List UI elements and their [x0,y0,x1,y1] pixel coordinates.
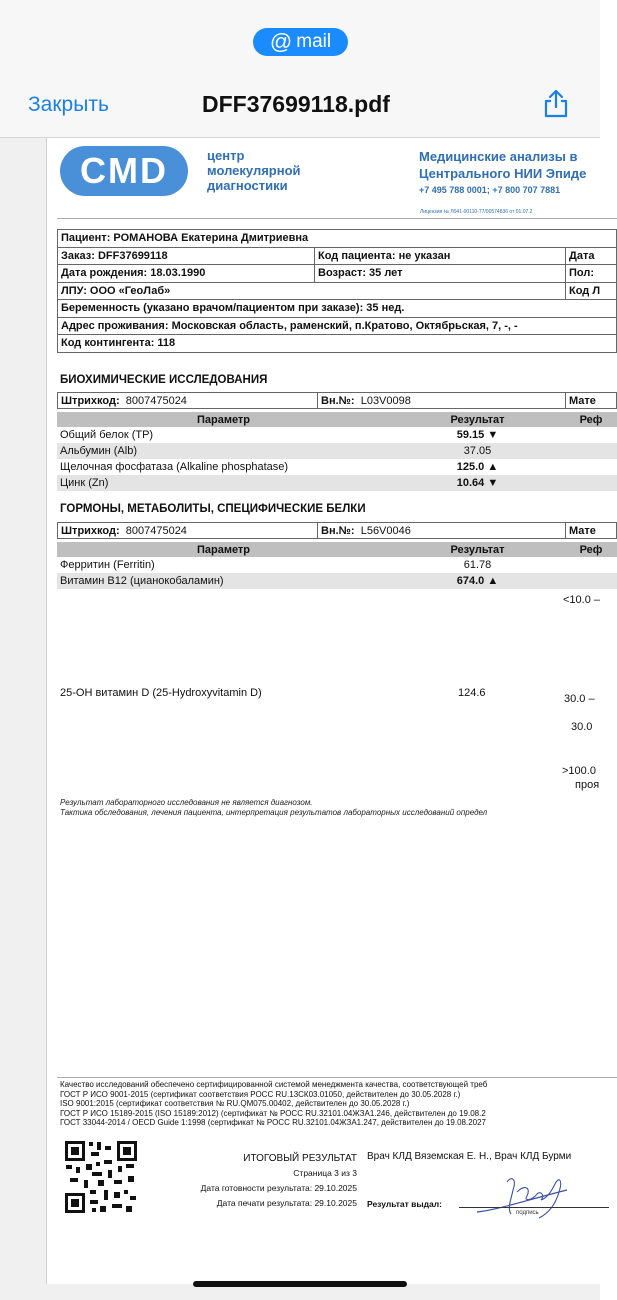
lpu: ЛПУ: ООО «ГеоЛаб» [58,282,566,300]
patient-info-table [57,229,617,353]
order-number: Заказ: DFF37699118 [58,247,315,265]
certificate-line: ГОСТ Р ИСО 9001-2015 (сертификат соответствия РОСС RU.13СК03.01050, действителен до 30.05.2028 г.) [60,1089,461,1099]
ref-range-text: 30.0 [571,721,593,733]
certificate-line: ISO 9001:2015 (сертификат соответствия № RU.QM075.00402, действителен до 30.05.2028 г.) [60,1099,410,1108]
hormones-barcode-row [57,522,617,539]
sex-label: Пол: [566,265,617,283]
birth-date: Дата рождения: 18.03.1990 [58,265,315,283]
biochem-barcode-row [57,392,617,409]
barcode-label: Штрихкод: [61,524,120,537]
cmd-logo: CMD [60,146,188,196]
result-value: 674.0 ▲ [390,573,565,589]
final-result-title: ИТОГОВЫЙ РЕЗУЛЬТАТ [243,1153,357,1164]
pdf-page[interactable] [46,138,607,1284]
barcode-label: Штрихкод: [61,394,120,407]
vitamin-d-result: 124.6 [458,687,486,699]
header-phones: +7 495 788 0001; +7 800 707 7881 [419,185,561,195]
param-name: Витамин B12 (цианокобаламин) [57,573,390,589]
section-title-hormones: ГОРМОНЫ, МЕТАБОЛИТЫ, СПЕЦИФИЧЕСКИЕ БЕЛКИ [60,503,366,515]
disclaimer-line: Тактика обследования, лечения пациента, интерпретация результатов лабораторных исследований определ [60,808,488,817]
col-ref-header: Реф [565,542,617,557]
table-row [57,459,617,475]
table-row [57,557,617,573]
ready-date: Дата готовности результата: 29.10.2025 [200,1183,357,1193]
material-label: Мате [569,394,596,407]
param-name: Ферритин (Ferritin) [60,559,155,571]
col-param-header: Параметр [57,542,390,557]
address: Адрес проживания: Московская область, раменский, п.Кратово, Октябрьская, 7, -, - [58,317,617,335]
result-value: 10.64 ▼ [390,475,565,491]
hormones-results-table [57,542,617,589]
ref-range-text: <10.0 – [563,594,601,606]
patient-name: Пациент: РОМАНОВА Екатерина Дмитриевна [58,230,617,248]
share-icon[interactable] [542,88,570,118]
col-param-header: Параметр [57,412,390,427]
date-label: Дата [566,247,617,265]
certificates [60,1080,487,1128]
document-title: DFF37699118.pdf [202,91,390,117]
header-right-line: Центрального НИИ Эпиде [419,166,587,181]
table-row [57,475,617,491]
ref-range-text: проя [575,779,600,791]
ref-range-text: >100.0 [562,765,596,777]
center-name-line: диагностики [207,178,288,193]
vn-value: L56V0046 [360,524,411,537]
issued-label: Результат выдал: [367,1199,442,1209]
at-icon: @ [269,29,293,54]
pregnancy: Беременность (указано врачом/пациентом при заказе): 35 нед. [58,300,617,318]
footer-divider [57,1077,617,1078]
certificate-line: ГОСТ Р ИСО 15189-2015 (ISO 15189:2012) (сертификат № РОСС RU.32101.04ЖЗА1.246, действителен до 19.08.2 [60,1108,486,1118]
center-name-line: центр [207,148,245,163]
header-divider [57,218,617,219]
center-name [207,148,301,193]
param-name: Цинк (Zn) [57,475,390,491]
code-label: Код Л [566,282,617,300]
certificate-line: ГОСТ 33044-2014 / OECD Guide 1:1998 (сертификат № РОСС RU.32101.04ЖЗА1.247, действителен до 19.08.2027 [60,1118,487,1127]
signature-line [459,1207,609,1208]
param-name: Альбумин (Alb) [57,443,390,459]
license-text: Лицензия № Л041-00110-77/00574836 от 01.07.2 [420,209,533,215]
home-indicator[interactable] [193,1281,407,1287]
disclaimer [60,798,487,818]
certificate-line: Качество исследований обеспечено сертифицированной системой менеджмента качества, соответствующей треб [60,1080,488,1089]
disclaimer-line: Результат лабораторного исследования не является диагнозом. [60,798,313,807]
header-right-line: Медицинские анализы в [419,149,578,164]
qr-code [64,1140,138,1214]
result-value: 59.15 ▼ [456,429,499,441]
doctor-names: Врач КЛД Вяземская Е. Н., Врач КЛД Бурми [367,1151,572,1162]
param-name: Общий белок (TP) [60,429,154,441]
patient-code: Код пациента: не указан [315,247,566,265]
mail-badge-label: mail [296,31,332,52]
print-date: Дата печати результата: 29.10.2025 [216,1198,357,1208]
vn-label: Вн.№: [321,524,355,537]
biochem-results-table [57,412,617,491]
center-name-line: молекулярной [207,163,301,178]
vn-value: L03V0098 [360,394,411,407]
result-value: 61.78 [463,559,492,571]
col-result-header: Результат [390,542,565,557]
barcode-value: 8007475024 [125,524,187,537]
signature-caption: подпись [516,1210,539,1216]
vn-label: Вн.№: [321,394,355,407]
barcode-value: 8007475024 [125,394,187,407]
param-name: Щелочная фосфатаза (Alkaline phosphatase) [60,461,289,473]
page-counter: Страница 3 из 3 [293,1168,357,1178]
section-title-biochem: БИОХИМИЧЕСКИЕ ИССЛЕДОВАНИЯ [60,374,268,386]
patient-age: Возраст: 35 лет [315,265,566,283]
col-ref-header: Реф [565,412,617,427]
header-right [419,148,586,199]
col-result-header: Результат [390,412,565,427]
ref-range-text: 30.0 – [564,693,595,705]
result-value: 125.0 ▲ [456,461,499,473]
table-row [57,573,617,589]
mail-app-badge[interactable] [253,28,348,56]
material-label: Мате [569,524,596,537]
table-row [57,443,617,459]
result-value: 37.05 [390,443,565,459]
final-result-block [157,1151,357,1211]
vitamin-d-param: 25-OH витамин D (25-Hydroxyvitamin D) [60,687,262,699]
contingent-code: Код контингента: 118 [58,335,617,353]
viewer-top-bar [0,0,600,138]
close-button[interactable]: Закрыть [28,93,109,116]
table-row [57,427,617,443]
